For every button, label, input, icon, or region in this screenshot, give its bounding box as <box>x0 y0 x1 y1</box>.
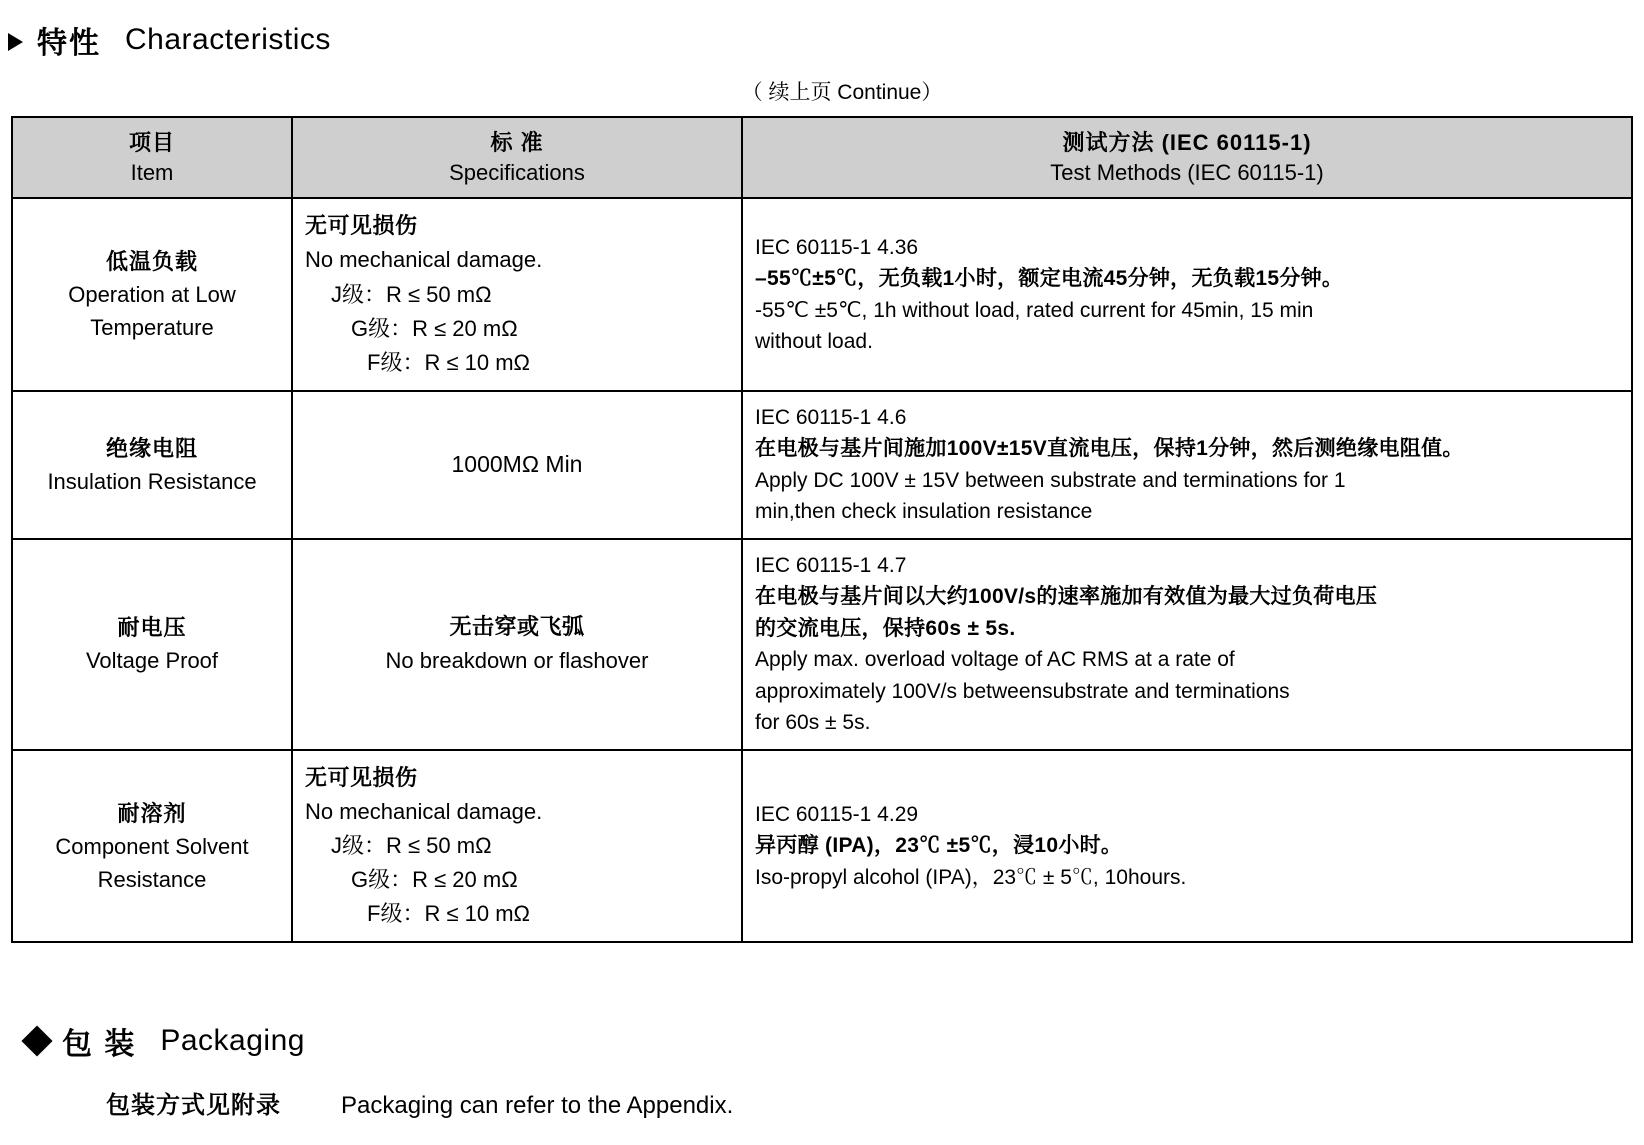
table-row <box>12 391 1632 539</box>
row-spec-grade: G级：R ≤ 20 mΩ <box>351 315 518 341</box>
column-header-specifications-en: Specifications <box>449 159 585 185</box>
column-header-specifications-cn: 标 准 <box>490 130 544 155</box>
row-test-line: –55℃±5℃，无负载1小时，额定电流45分钟，无负载15分钟。 <box>755 267 1344 291</box>
row-test-line: IEC 60115-1 4.6 <box>755 405 907 429</box>
characteristics-heading-en: Characteristics <box>125 23 331 56</box>
characteristics-heading-cn: 特性 <box>37 27 101 60</box>
packaging-note-cn: 包装方式见附录 <box>106 1092 281 1120</box>
column-header-specifications <box>292 117 742 198</box>
column-header-test-methods-cn: 测试方法 (IEC 60115-1) <box>1062 130 1312 155</box>
row-spec-grade: F级：R ≤ 10 mΩ <box>367 349 530 375</box>
column-header-item <box>12 117 292 198</box>
row-item-cell <box>12 391 292 539</box>
row-test-line: Iso-propyl alcohol (IPA)，23℃ ± 5℃, 10hours. <box>755 865 1187 889</box>
characteristics-heading <box>0 0 1644 62</box>
row-spec-value: 1000MΩ Min <box>451 451 583 478</box>
row-spec-cell <box>292 539 742 750</box>
row-test-line: without load. <box>755 330 873 354</box>
row-spec-grade: J级：R ≤ 50 mΩ <box>331 281 492 307</box>
row-item-cn: 绝缘电阻 <box>105 435 198 461</box>
row-spec-cn: 无击穿或飞弧 <box>449 614 585 640</box>
row-test-line: approximately 100V/s betweensubstrate and terminations <box>755 679 1290 703</box>
row-test-line: Apply DC 100V ± 15V between substrate and terminations for 1 <box>755 468 1346 492</box>
packaging-section <box>0 1001 1644 1120</box>
row-test-line: Apply max. overload voltage of AC RMS at a rate of <box>755 648 1235 672</box>
column-header-test-methods <box>742 117 1632 198</box>
packaging-note-en: Packaging can refer to the Appendix. <box>341 1092 734 1120</box>
row-item-en: Component Solvent Resistance <box>55 833 249 892</box>
row-spec-en: No breakdown or flashover <box>385 648 649 674</box>
row-test-line: -55℃ ±5℃, 1h without load, rated current for 45min, 15 min <box>755 298 1314 322</box>
row-spec-cell <box>292 391 742 539</box>
row-test-cell <box>742 391 1632 539</box>
packaging-note <box>10 1085 1644 1120</box>
packaging-heading-cn: 包 装 <box>62 1028 137 1062</box>
table-row <box>12 539 1632 750</box>
column-header-item-cn: 项目 <box>128 130 175 155</box>
row-spec-cell <box>292 198 742 390</box>
continue-note: （ 续上页 Continue） <box>741 81 943 104</box>
table-row <box>12 198 1632 390</box>
row-test-cell <box>742 750 1632 942</box>
row-item-cell <box>12 750 292 942</box>
packaging-heading <box>10 1001 1644 1063</box>
row-test-line: for 60s ± 5s. <box>755 711 871 735</box>
row-item-en: Voltage Proof <box>85 648 219 674</box>
row-spec-en: No mechanical damage. <box>305 798 543 824</box>
row-item-cn: 耐溶剂 <box>117 800 187 826</box>
diamond-bullet-icon <box>21 1026 52 1057</box>
row-item-cn: 耐电压 <box>117 615 187 641</box>
row-item-cell <box>12 539 292 750</box>
row-test-cell <box>742 198 1632 390</box>
row-test-line: 在电极与基片间以大约100V/s的速率施加有效值为最大过负荷电压 <box>755 585 1378 609</box>
row-test-line: IEC 60115-1 4.7 <box>755 553 907 577</box>
row-spec-grade: F级：R ≤ 10 mΩ <box>367 901 530 927</box>
row-test-line: IEC 60115-1 4.29 <box>755 802 919 826</box>
row-spec-cn: 无可见损伤 <box>305 764 418 790</box>
table-header <box>12 117 1632 198</box>
row-spec-grade: G级：R ≤ 20 mΩ <box>351 867 518 893</box>
row-test-line: IEC 60115-1 4.36 <box>755 235 919 259</box>
triangle-bullet-icon <box>8 33 23 51</box>
row-test-line: 的交流电压，保持60s ± 5s. <box>755 616 1016 640</box>
table-body <box>12 198 1632 942</box>
row-test-cell <box>742 539 1632 750</box>
row-test-line: 异丙醇 (IPA)，23℃ ±5℃，浸10小时。 <box>755 834 1123 858</box>
row-test-line: 在电极与基片间施加100V±15V直流电压，保持1分钟，然后测绝缘电阻值。 <box>755 437 1464 461</box>
row-test-line: min,then check insulation resistance <box>755 500 1093 524</box>
packaging-heading-en: Packaging <box>160 1024 305 1058</box>
row-item-cn: 低温负载 <box>105 249 198 275</box>
row-spec-grade: J级：R ≤ 50 mΩ <box>331 833 492 859</box>
row-spec-en: No mechanical damage. <box>305 247 543 273</box>
row-item-en: Operation at Low Temperature <box>68 282 236 341</box>
row-item-en: Insulation Resistance <box>47 468 257 494</box>
table-header-row <box>12 117 1632 198</box>
table-row <box>12 750 1632 942</box>
row-item-cell <box>12 198 292 390</box>
column-header-item-en: Item <box>130 159 174 185</box>
column-header-test-methods-en: Test Methods (IEC 60115-1) <box>1050 159 1324 185</box>
row-spec-cell <box>292 750 742 942</box>
characteristics-table <box>11 116 1633 943</box>
row-spec-cn: 无可见损伤 <box>305 213 418 239</box>
